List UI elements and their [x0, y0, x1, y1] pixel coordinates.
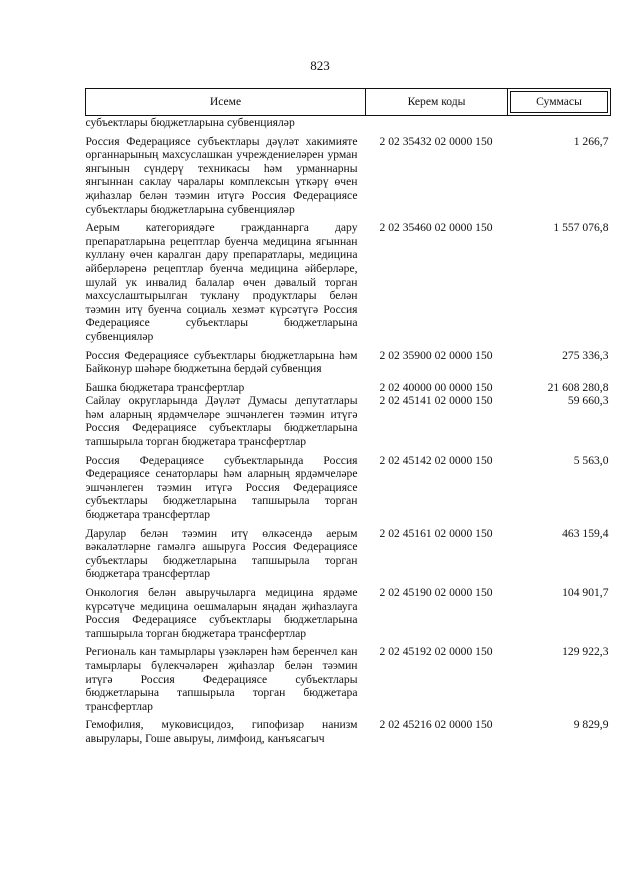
row-code: 2 02 45190 02 0000 150	[379, 586, 493, 599]
table-row	[86, 645, 611, 718]
row-code: 2 02 45141 02 0000 150	[379, 394, 493, 408]
table-row	[86, 718, 611, 745]
row-name: Дарулар белән тәэмин итү өлкәсендә аерым вәкаләтләрне гамәлгә ашыруга Россия Федерациясе субъектлары бюджетларына тапшырыла торган бюджетара трансфертлар	[85, 526, 358, 581]
table-row	[86, 381, 611, 395]
table-row	[86, 349, 611, 381]
row-name: Региональ кан тамырлары үзәкләрен һәм беренчел кан тамырлары бүлекчәләрен җиһазлар белән тәэмин итүгә Россия Федерациясе субъектлары бюджетларына тапшырыла торган бюджетара трансфертлар	[85, 645, 358, 713]
row-sum: 5 563,0	[573, 453, 609, 467]
row-sum: 104 901,7	[562, 586, 609, 599]
budget-table	[85, 88, 611, 746]
row-sum: 275 336,3	[562, 348, 609, 362]
row-code: 2 02 40000 00 0000 150	[379, 380, 493, 394]
table-row	[86, 135, 611, 222]
row-name: Аерым категориядәге гражданнарга дару препаратларына рецептлар буенча медицина ягыннан куллану өчен каралган дару препаратлары, медицина әйберләренә рецептлар буенча медицина әйберләре, шулай ук инвалид балалар өчен дәвалый торган махсуслаштырылган туклану продуктлары белән тәэмин итү буенча социаль хезмәт күрсәтүгә Россия Федерациясе субъектлары бюджетларына субвенцияләр	[85, 221, 358, 343]
page-number: 823	[310, 58, 330, 73]
table-row	[86, 586, 611, 645]
row-name: Башка бюджетара трансфертлар	[85, 380, 245, 394]
header-sum: Суммасы	[508, 89, 611, 116]
row-sum: 9 829,9	[573, 718, 609, 732]
row-name: Онкология белән авыручыларга медицина ярдәме күрсәтүче медицина оешмаларын яңадан җиһазлауга Россия Федерациясе субъектлары бюджетларына тапшырыла торган бюджетара трансфертлар	[85, 586, 358, 640]
row-code: 2 02 35432 02 0000 150	[379, 134, 493, 148]
row-name: Россия Федерациясе субъектларында Россия Федерациясе сенаторлары һәм аларның ярдәмчеләре эшчәнлеген тәэмин итүгә Россия Федерациясе субъектлары бюджетларына тапшырыла торган бюджетара трансфертлар	[85, 453, 358, 522]
row-sum: 59 660,3	[567, 394, 609, 408]
table-header-row	[86, 89, 611, 116]
row-code: 2 02 35900 02 0000 150	[379, 348, 493, 362]
row-code: 2 02 45161 02 0000 150	[379, 526, 493, 540]
table-row	[86, 527, 611, 586]
row-sum: 1 557 076,8	[553, 221, 609, 235]
table-row	[86, 454, 611, 527]
table-row	[86, 116, 611, 135]
row-sum: 463 159,4	[562, 526, 609, 540]
row-name: Россия Федерациясе субъектлары дәүләт хакимияте органнарының махсуслашкан учреждениеләрен урман янгынын сүндерү техникасы һәм урманнарны янгыннан саклау чаралары комплексын үткәрү өчен җиһазлар белән тәэмин итүгә Россия Федерациясе субъектлары бюджетларына субвенцияләр	[85, 134, 358, 216]
row-name: Гемофилия, муковисцидоз, гипофизар нанизм авырулары, Гоше авыруы, лимфоид, канъясагыч	[85, 718, 358, 745]
row-code	[366, 116, 508, 135]
row-sum: 129 922,3	[562, 645, 609, 659]
header-code: Керем коды	[366, 89, 508, 116]
row-code: 2 02 35460 02 0000 150	[379, 221, 493, 235]
row-name: субъектлары бюджетларына субвенцияләр	[85, 116, 295, 129]
row-name: Сайлау округларында Дәүләт Думасы депутатлары һәм аларның ярдәмчеләре эшчәнлеген тәэмин итүгә Россия Федерациясе субъектлары бюджетларына тапшырыла торган бюджетара трансфертлар	[85, 394, 358, 449]
row-code: 2 02 45216 02 0000 150	[379, 718, 493, 732]
row-sum: 1 266,7	[573, 134, 609, 148]
row-code: 2 02 45192 02 0000 150	[379, 645, 493, 659]
table-row	[86, 221, 611, 348]
header-name: Исеме	[86, 89, 366, 116]
row-code: 2 02 45142 02 0000 150	[379, 453, 493, 467]
row-name: Россия Федерациясе субъектлары бюджетларына һәм Байконур шәһәре бюджетына бердәй субвенция	[85, 348, 358, 376]
table-row	[86, 394, 611, 453]
row-sum: 21 608 280,8	[547, 380, 609, 394]
row-sum	[508, 116, 611, 135]
